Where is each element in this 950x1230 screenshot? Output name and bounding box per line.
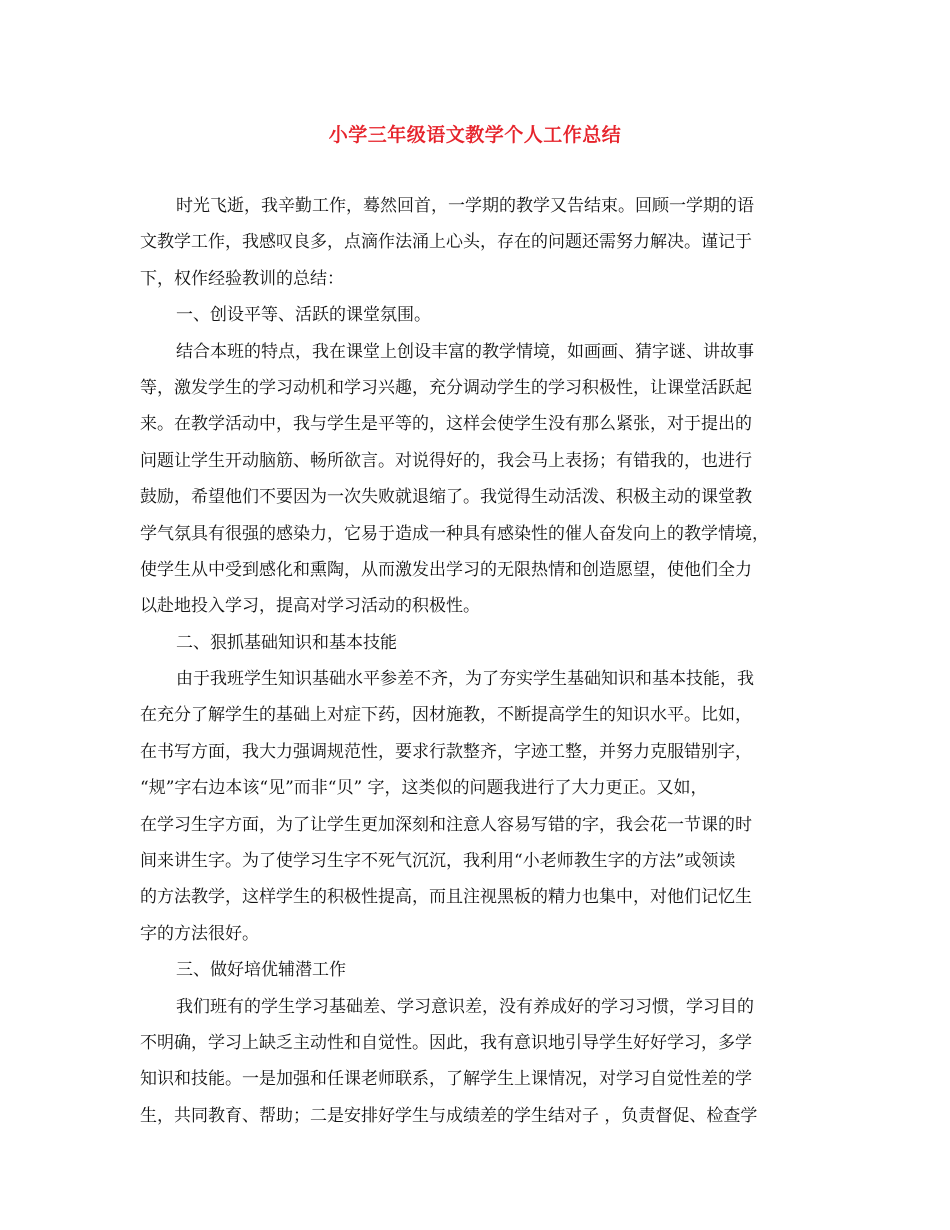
text-line: 三、做好培优辅潜工作 xyxy=(176,960,346,981)
document-body xyxy=(140,188,816,1134)
text-line: 以赴地投入学习，提高对学习活动的积极性。 xyxy=(140,596,480,617)
text-line: 下，权作经验教训的总结： xyxy=(140,268,344,289)
text-line: 使学生从中受到感化和熏陶，从而激发出学习的无限热情和创造愿望，使他们全力 xyxy=(140,559,752,580)
text-line: 生，共同教育、帮助；二是安排好学生与成绩差的学生结对子 ，负责督促、检查学 xyxy=(140,1105,758,1126)
text-line: 一、创设平等、活跃的课堂氛围。 xyxy=(176,305,431,326)
text-line: 字的方法很好。 xyxy=(140,923,259,944)
text-line: “规”字右边本该“见”而非“贝” 字，这类似的问题我进行了大力更正。又如， xyxy=(140,778,708,799)
text-line: 知识和技能。一是加强和任课老师联系，了解学生上课情况，对学习自觉性差的学 xyxy=(140,1069,752,1090)
text-line: 文教学工作，我感叹良多，点滴作法涌上心头，存在的问题还需努力解决。谨记于 xyxy=(140,232,752,253)
text-line: 间来讲生字。为了使学习生字不死气沉沉，我利用“小老师教生字的方法”或领读 xyxy=(140,851,736,872)
text-line: 不明确，学习上缺乏主动性和自觉性。因此，我有意识地引导学生好好学习，多学 xyxy=(140,1032,752,1053)
text-line: 我们班有的学生学习基础差、学习意识差，没有养成好的学习习惯，学习目的 xyxy=(176,996,754,1017)
text-line: 来。在教学活动中，我与学生是平等的，这样会使学生没有那么紧张，对于提出的 xyxy=(140,414,752,435)
text-line: 学气氛具有很强的感染力，它易于造成一种具有感染性的催人奋发向上的教学情境， xyxy=(140,523,769,544)
text-line: 在书写方面，我大力强调规范性，要求行款整齐，字迹工整，并努力克服错别字， xyxy=(140,741,752,762)
text-line: 在充分了解学生的基础上对症下药，因材施教，不断提高学生的知识水平。比如， xyxy=(140,705,752,726)
text-line: 问题让学生开动脑筋、畅所欲言。对说得好的，我会马上表扬；有错我的，也进行 xyxy=(140,450,752,471)
document-title: 小学三年级语文教学个人工作总结 xyxy=(328,124,622,146)
text-line: 在学习生字方面，为了让学生更加深刻和注意人容易写错的字，我会花一节课的时 xyxy=(140,814,752,835)
text-line: 时光飞逝，我辛勤工作，蓦然回首，一学期的教学又告结束。回顾一学期的语 xyxy=(176,196,754,216)
text-line: 的方法教学，这样学生的积极性提高，而且注视黑板的精力也集中，对他们记忆生 xyxy=(140,887,752,908)
text-line: 二、狠抓基础知识和基本技能 xyxy=(176,632,397,653)
text-line: 鼓励，希望他们不要因为一次失败就退缩了。我觉得生动活泼、积极主动的课堂教 xyxy=(140,487,752,508)
text-line: 结合本班的特点，我在课堂上创设丰富的教学情境，如画画、猜字谜、讲故事 xyxy=(176,341,754,362)
text-line: 由于我班学生知识基础水平参差不齐，为了夯实学生基础知识和基本技能，我 xyxy=(176,669,754,690)
text-line: 等，激发学生的学习动机和学习兴趣，充分调动学生的学习积极性，让课堂活跃起 xyxy=(140,377,752,398)
